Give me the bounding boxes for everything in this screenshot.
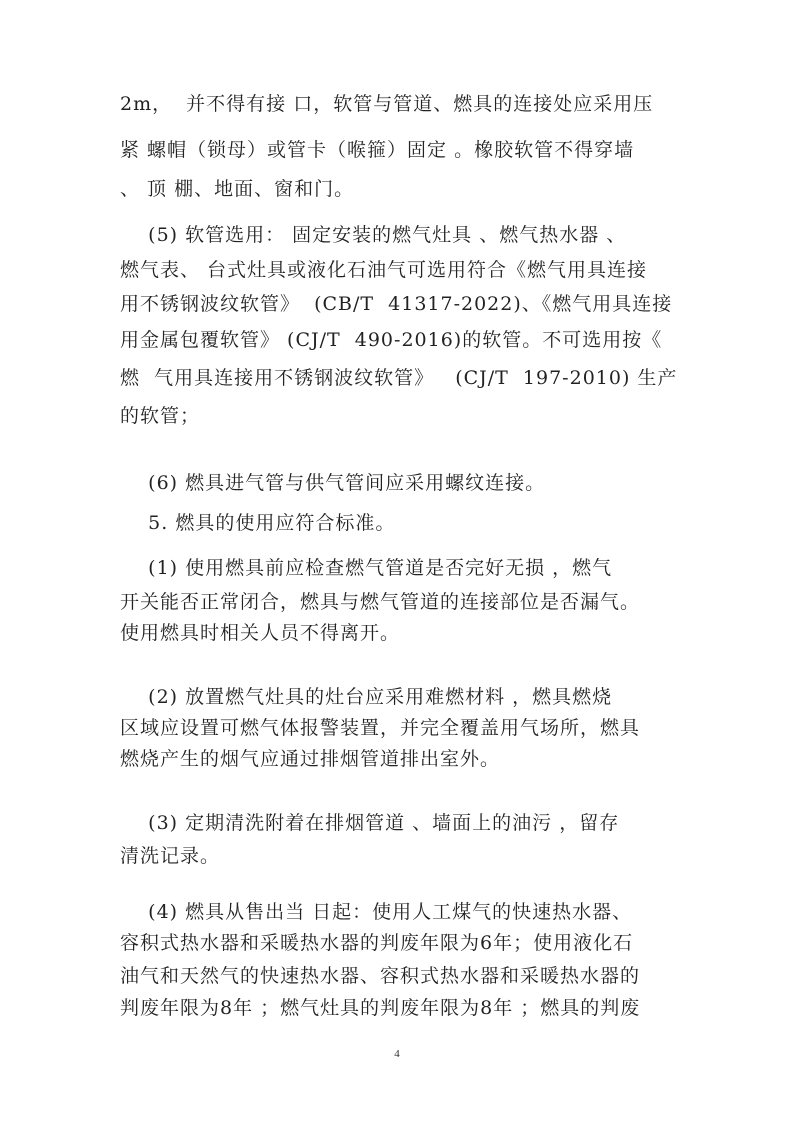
text-line: 使用燃具时相关人员不得离开。 bbox=[120, 622, 401, 644]
text-line: 的软管； bbox=[120, 405, 201, 427]
text-line: 开关能否正常闭合，燃具与燃气管道的连接部位是否漏气。 bbox=[120, 591, 641, 613]
text-line: 5. 燃具的使用应符合标准。 bbox=[120, 512, 396, 534]
text-line: 燃气表、 台式灶具或液化石油气可选用符合《燃气用具连接 bbox=[120, 259, 648, 281]
text-line: 燃 气用具连接用不锈钢波纹软管》 (CJ/T 197-2010) 生产 bbox=[120, 367, 678, 389]
text-line: 用金属包覆软管》 (CJ/T 490-2016)的软管。不可选用按《 bbox=[120, 329, 663, 351]
text-line: 容积式热水器和采暖热水器的判废年限为6年；使用液化石 bbox=[120, 932, 634, 954]
text-line: (1) 使用燃具前应检查燃气管道是否完好无损 ，燃气 bbox=[120, 557, 613, 579]
text-line: (5) 软管选用： 固定安装的燃气灶具 、燃气热水器 、 bbox=[120, 224, 627, 246]
text-line: 紧 螺帽（锁母）或管卡（喉箍）固定 。橡胶软管不得穿墙 bbox=[120, 139, 635, 161]
text-line: (3) 定期清洗附着在排烟管道 、墙面上的油污 ，留存 bbox=[120, 812, 620, 834]
text-line: (6) 燃具进气管与供气管间应采用螺纹连接。 bbox=[120, 472, 546, 494]
text-line: 判废年限为8年 ；燃气灶具的判废年限为8年 ；燃具的判废 bbox=[120, 997, 641, 1019]
text-line: (4) 燃具从售出当 日起：使用人工煤气的快速热水器、 bbox=[120, 901, 633, 923]
text-line: 燃烧产生的烟气应通过排烟管道排出室外。 bbox=[120, 748, 501, 770]
text-line: 用不锈钢波纹软管》 (CB/T 41317-2022)、《燃气用具连接 bbox=[120, 293, 673, 315]
text-line: 油气和天然气的快速热水器、容积式热水器和采暖热水器的 bbox=[120, 965, 641, 987]
text-line: (2) 放置燃气灶具的灶台应采用难燃材料 ，燃具燃烧 bbox=[120, 686, 613, 708]
text-line: 区域应设置可燃气体报警装置，并完全覆盖用气场所，燃具 bbox=[120, 717, 641, 739]
page-number: 4 bbox=[394, 1048, 400, 1060]
text-line: 2m， 并不得有接 口，软管与管道、燃具的连接处应采用压 bbox=[120, 93, 654, 115]
text-line: 清洗记录。 bbox=[120, 845, 221, 867]
text-line: 、 顶 棚、地面、窗和门。 bbox=[120, 178, 355, 200]
